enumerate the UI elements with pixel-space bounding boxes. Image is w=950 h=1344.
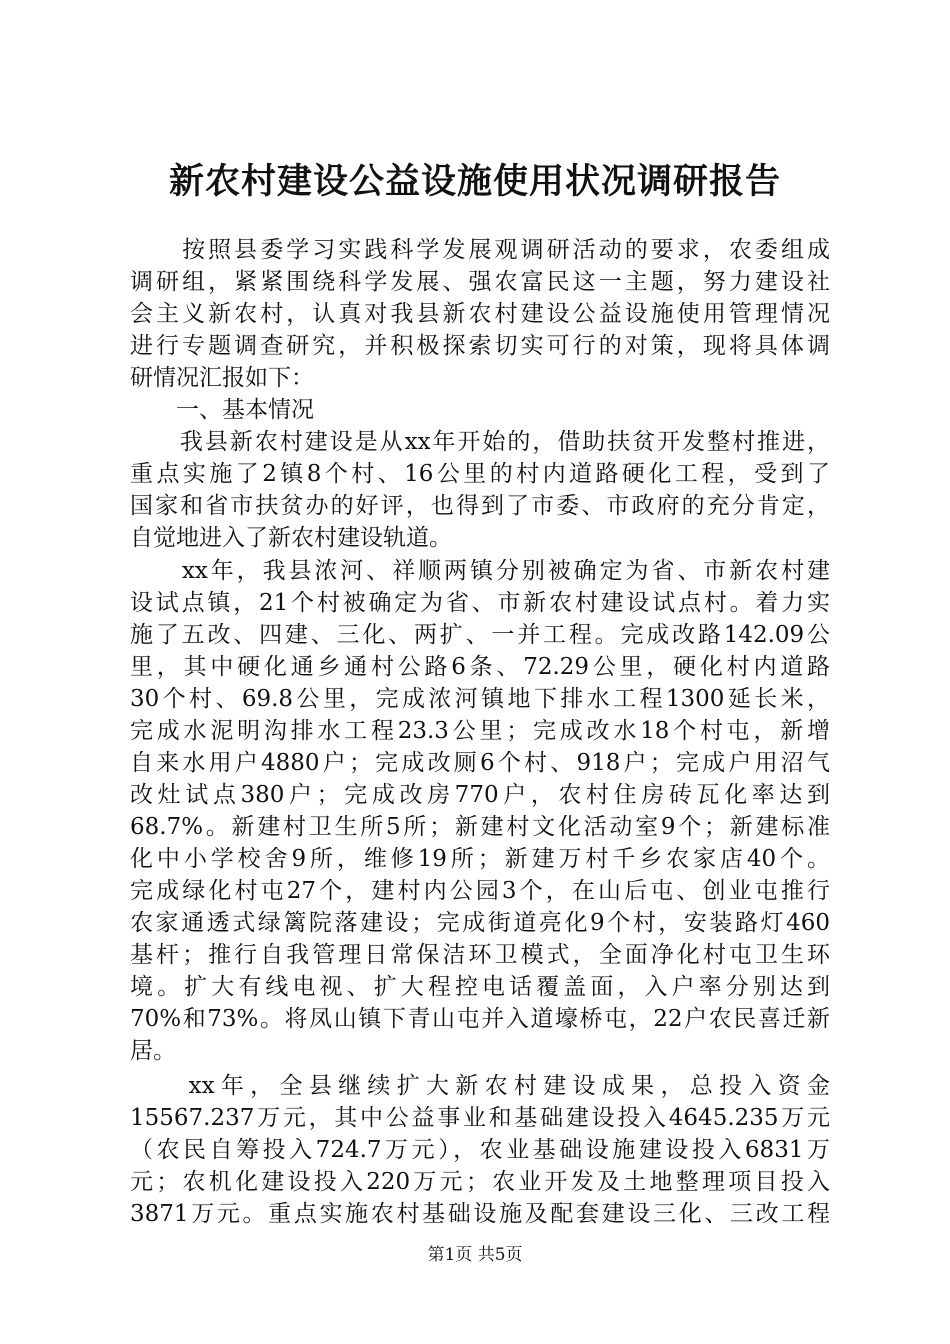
paragraph-line: 里，其中硬化通乡通村公路6条、72.29公里，硬化村内道路: [130, 654, 830, 680]
paragraph-line: 30个村、69.8公里，完成浓河镇地下排水工程1300延长米，: [130, 686, 830, 712]
paragraph-line: 境。扩大有线电视、扩大程控电话覆盖面，入户率分别达到: [130, 974, 830, 1000]
paragraph-line: 研情况汇报如下：: [130, 365, 314, 391]
paragraph-line: 3871万元。重点实施农村基础设施及配套建设三化、三改工程: [130, 1201, 830, 1227]
paragraph-line: 元；农机化建设投入220万元；农业开发及土地整理项目投入: [130, 1169, 830, 1195]
paragraph-line: 70%和73%。将凤山镇下青山屯并入道壕桥屯，22户农民喜迁新: [130, 1006, 830, 1032]
paragraph-line: 改灶试点380户；完成改房770户，农村住房砖瓦化率达到: [130, 782, 830, 808]
paragraph-line: 15567.237万元，其中公益事业和基础建设投入4645.235万元: [130, 1105, 830, 1131]
paragraph-line: 调研组，紧紧围绕科学发展、强农富民这一主题，努力建设社: [130, 269, 830, 295]
paragraph-line: 会主义新农村，认真对我县新农村建设公益设施使用管理情况: [130, 301, 830, 327]
paragraph-line: 自觉地进入了新农村建设轨道。: [130, 525, 452, 551]
paragraph-line: 化中小学校舍9所，维修19所；新建万村千乡农家店40个。: [130, 846, 830, 872]
section-heading: 一、基本情况: [130, 397, 314, 423]
paragraph-line: （农民自筹投入724.7万元），农业基础设施建设投入6831万: [130, 1137, 830, 1163]
paragraph-line: 按照县委学习实践科学发展观调研活动的要求，农委组成: [130, 237, 830, 263]
page-number: 第1页 共5页: [427, 1245, 523, 1265]
paragraph-line: 进行专题调查研究，并积极探索切实可行的对策，现将具体调: [130, 333, 830, 359]
paragraph-line: xx年，我县浓河、祥顺两镇分别被确定为省、市新农村建: [130, 558, 830, 584]
paragraph-line: 基杆；推行自我管理日常保洁环卫模式，全面净化村屯卫生环: [130, 942, 830, 968]
paragraph-line: 居。: [130, 1038, 176, 1064]
paragraph-line: 设试点镇，21个村被确定为省、市新农村建设试点村。着力实: [130, 590, 830, 616]
document-title: 新农村建设公益设施使用状况调研报告: [168, 161, 781, 202]
paragraph-line: 农家通透式绿篱院落建设；完成街道亮化9个村，安装路灯460: [130, 910, 830, 936]
paragraph-line: 完成水泥明沟排水工程23.3公里；完成改水18个村屯，新增: [130, 718, 830, 744]
paragraph-line: 国家和省市扶贫办的好评，也得到了市委、市政府的充分肯定，: [130, 493, 830, 519]
paragraph-line: 68.7%。新建村卫生所5所；新建村文化活动室9个；新建标准: [130, 814, 830, 840]
paragraph-line: 我县新农村建设是从xx年开始的，借助扶贫开发整村推进，: [130, 429, 830, 455]
paragraph-line: xx年，全县继续扩大新农村建设成果，总投入资金: [130, 1073, 830, 1099]
paragraph-line: 自来水用户4880户；完成改厕6个村、918户；完成户用沼气: [130, 750, 830, 776]
paragraph-line: 施了五改、四建、三化、两扩、一并工程。完成改路142.09公: [130, 622, 830, 648]
paragraph-line: 重点实施了2镇8个村、16公里的村内道路硬化工程，受到了: [130, 461, 830, 487]
paragraph-line: 完成绿化村屯27个，建村内公园3个，在山后屯、创业屯推行: [130, 878, 830, 904]
